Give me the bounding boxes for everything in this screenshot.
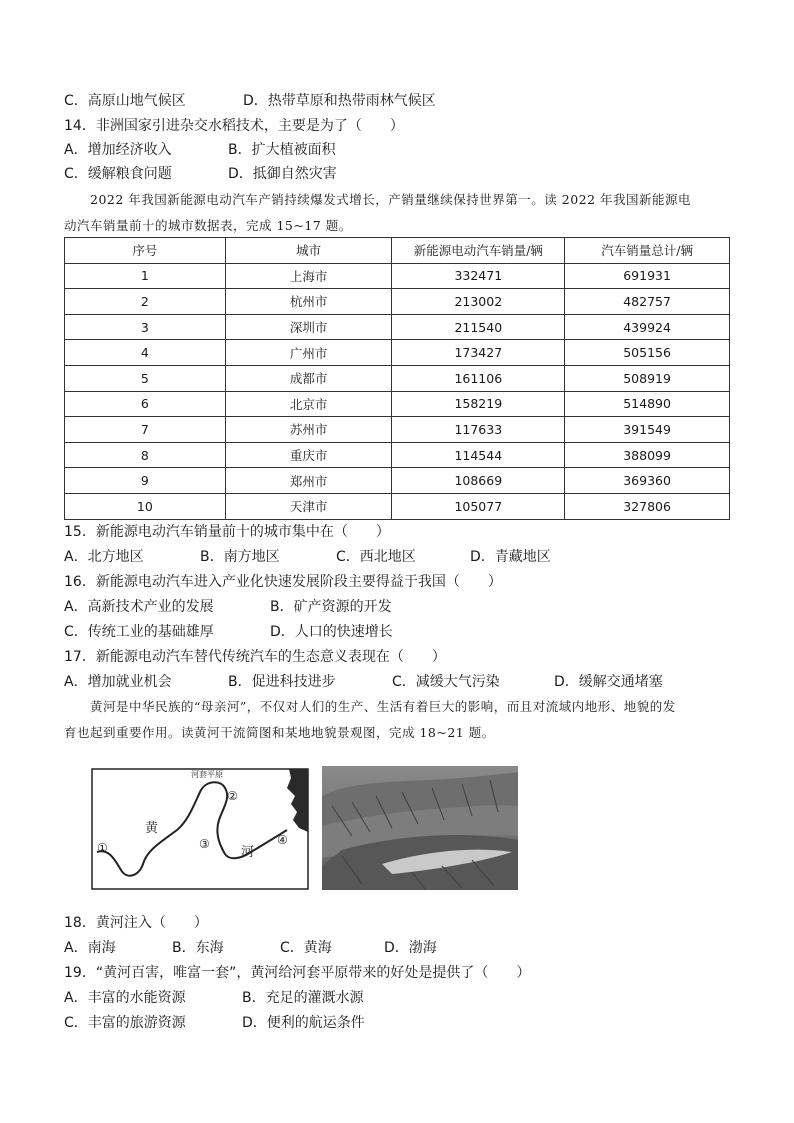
cell-index: 4	[65, 340, 226, 366]
q18-stem: 18．黄河注入（ ）	[64, 915, 208, 931]
table-row	[65, 289, 730, 315]
cell-city: 天津市	[225, 493, 392, 519]
cell-index: 7	[65, 417, 226, 443]
yellow-river-map	[91, 768, 309, 890]
cell-city: 郑州市	[225, 468, 392, 494]
q16-option-c: C．传统工业的基础雄厚	[64, 624, 214, 640]
cell-ev-sales: 332471	[392, 263, 565, 289]
table-row	[65, 314, 730, 340]
cell-total-sales: 369360	[565, 468, 730, 494]
ev-sales-table	[64, 237, 730, 520]
q19-option-c: C．丰富的旅游资源	[64, 1015, 186, 1031]
q17-option-d: D．缓解交通堵塞	[554, 674, 663, 690]
table-header-row	[65, 238, 730, 264]
map-label-hetao: 河套平原	[191, 770, 223, 779]
map-marker-1: ①	[97, 841, 108, 855]
passage-yellow-river	[64, 694, 732, 746]
table-row	[65, 263, 730, 289]
cell-index: 5	[65, 365, 226, 391]
passage-ev-line-2: 动汽车销量前十的城市数据表，完成 15~17 题。	[64, 218, 352, 233]
landform-photo	[322, 766, 518, 890]
cell-index: 10	[65, 493, 226, 519]
q17-option-a: A．增加就业机会	[64, 674, 172, 690]
map-marker-4: ④	[277, 833, 288, 847]
cell-city: 深圳市	[225, 314, 392, 340]
q14-option-b: B．扩大植被面积	[228, 142, 336, 158]
passage-ev-sales	[64, 187, 732, 239]
header-city: 城市	[225, 238, 392, 264]
passage-river-line-1: 黄河是中华民族的“母亲河”，不仅对人们的生产、生活有着巨大的影响，而且对流域内地形、地貌的发	[90, 699, 676, 714]
cell-index: 8	[65, 442, 226, 468]
map-marker-2: ②	[227, 789, 238, 803]
cell-index: 1	[65, 263, 226, 289]
cell-index: 9	[65, 468, 226, 494]
q19-option-a: A．丰富的水能资源	[64, 990, 186, 1006]
cell-city: 北京市	[225, 391, 392, 417]
cell-total-sales: 691931	[565, 263, 730, 289]
landform-photo-svg	[322, 766, 518, 890]
map-label-huang: 黄	[145, 821, 159, 836]
q16-option-b: B．矿产资源的开发	[270, 599, 392, 615]
table-row	[65, 391, 730, 417]
q13-option-c: C．高原山地气候区	[64, 93, 186, 109]
cell-city: 广州市	[225, 340, 392, 366]
header-ev-sales: 新能源电动汽车销量/辆	[392, 238, 565, 264]
table-row	[65, 365, 730, 391]
cell-city: 杭州市	[225, 289, 392, 315]
header-total-sales: 汽车销量总计/辆	[565, 238, 730, 264]
cell-total-sales: 514890	[565, 391, 730, 417]
cell-index: 2	[65, 289, 226, 315]
cell-ev-sales: 158219	[392, 391, 565, 417]
cell-city: 重庆市	[225, 442, 392, 468]
q15-option-a: A．北方地区	[64, 549, 144, 565]
q15-option-d: D．青藏地区	[470, 549, 551, 565]
cell-total-sales: 505156	[565, 340, 730, 366]
q14-option-a: A．增加经济收入	[64, 142, 172, 158]
cell-city: 成都市	[225, 365, 392, 391]
q14-option-c: C．缓解粮食问题	[64, 166, 172, 182]
q16-stem: 16．新能源电动汽车进入产业化快速发展阶段主要得益于我国（ ）	[64, 574, 502, 590]
cell-total-sales: 508919	[565, 365, 730, 391]
q18-option-a: A．南海	[64, 940, 116, 956]
yellow-river-map-svg	[91, 768, 309, 890]
cell-ev-sales: 213002	[392, 289, 565, 315]
cell-city: 苏州市	[225, 417, 392, 443]
q18-option-b: B．东海	[172, 940, 224, 956]
cell-ev-sales: 105077	[392, 493, 565, 519]
cell-ev-sales: 117633	[392, 417, 565, 443]
passage-river-line-2: 育也起到重要作用。读黄河干流简图和某地地貌景观图，完成 18~21 题。	[64, 725, 495, 740]
map-frame	[92, 769, 308, 889]
q13-option-d: D．热带草原和热带雨林气候区	[243, 93, 436, 109]
q17-option-c: C．减缓大气污染	[392, 674, 500, 690]
cell-total-sales: 482757	[565, 289, 730, 315]
q15-option-c: C．西北地区	[336, 549, 416, 565]
map-label-he: 河	[241, 845, 255, 860]
cell-ev-sales: 173427	[392, 340, 565, 366]
cell-ev-sales: 161106	[392, 365, 565, 391]
header-index: 序号	[65, 238, 226, 264]
cell-total-sales: 391549	[565, 417, 730, 443]
q14-option-d: D．抵御自然灾害	[228, 166, 337, 182]
q19-option-d: D．便利的航运条件	[242, 1015, 365, 1031]
passage-ev-line-1: 2022 年我国新能源电动汽车产销持续爆发式增长，产销量继续保持世界第一。读 2022 年我国新能源电	[90, 192, 692, 207]
table-row	[65, 417, 730, 443]
q17-option-b: B．促进科技进步	[228, 674, 336, 690]
cell-ev-sales: 211540	[392, 314, 565, 340]
table-row	[65, 468, 730, 494]
q17-stem: 17．新能源电动汽车替代传统汽车的生态意义表现在（ ）	[64, 649, 446, 665]
q19-stem: 19．“黄河百害，唯富一套”，黄河给河套平原带来的好处是提供了（ ）	[64, 965, 531, 981]
cell-index: 3	[65, 314, 226, 340]
cell-total-sales: 327806	[565, 493, 730, 519]
table-row	[65, 442, 730, 468]
cell-total-sales: 388099	[565, 442, 730, 468]
q14-stem: 14．非洲国家引进杂交水稻技术，主要是为了（ ）	[64, 118, 404, 134]
q18-option-c: C．黄海	[280, 940, 332, 956]
q18-option-d: D．渤海	[384, 940, 437, 956]
cell-ev-sales: 114544	[392, 442, 565, 468]
q15-option-b: B．南方地区	[200, 549, 280, 565]
cell-ev-sales: 108669	[392, 468, 565, 494]
q19-option-b: B．充足的灌溉水源	[242, 990, 364, 1006]
cell-index: 6	[65, 391, 226, 417]
cell-city: 上海市	[225, 263, 392, 289]
map-marker-3: ③	[199, 837, 210, 851]
table-row	[65, 340, 730, 366]
q16-option-d: D．人口的快速增长	[270, 624, 393, 640]
q15-stem: 15．新能源电动汽车销量前十的城市集中在（ ）	[64, 524, 390, 540]
cell-total-sales: 439924	[565, 314, 730, 340]
q16-option-a: A．高新技术产业的发展	[64, 599, 214, 615]
table-row	[65, 493, 730, 519]
